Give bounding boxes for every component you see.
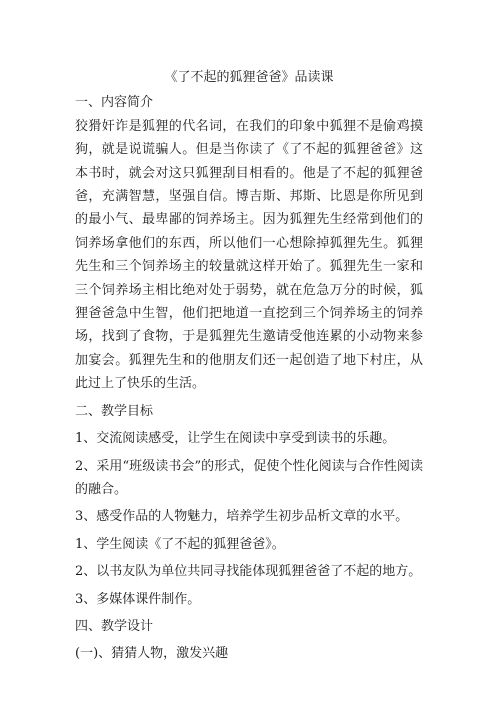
prep-item-2: 2、以书友队为单位共同寻找能体现狐狸爸爸了不起的地方。 bbox=[75, 564, 422, 580]
goal-item-3: 3、感受作品的人物魅力，培养学生初步品析文章的水平。 bbox=[75, 509, 409, 525]
section-heading-design: 四、教学设计 bbox=[75, 618, 154, 634]
section-heading-goals: 二、教学目标 bbox=[75, 403, 154, 419]
design-item-1: (一)、猜猜人物，激发兴趣 bbox=[75, 646, 229, 662]
document-title: 《了不起的狐狸爸爸》品读课 bbox=[164, 70, 334, 85]
goal-item-2: 2、采用“班级读书会”的形式，促使个性化阅读与合作性阅读的融合。 bbox=[75, 458, 423, 497]
prep-item-3: 3、多媒体课件制作。 bbox=[75, 591, 201, 607]
document-content bbox=[75, 66, 423, 666]
prep-item-1: 1、学生阅读《了不起的狐狸爸爸》。 bbox=[75, 536, 285, 552]
section-heading-intro: 一、内容简介 bbox=[75, 95, 154, 111]
intro-paragraph: 狡猾奸诈是狐狸的代名词，在我们的印象中狐狸不是偷鸡摸狗，就是说谎骗人。但是当你读了《了不起的狐狸爸爸》这本书时，就会对这只狐狸刮目相看的。他是了不起的狐狸爸爸，充满智慧，坚强自信。博吉斯、邦斯、比恩是你所见到的最小气、最卑鄙的饲养场主。因为狐狸先生经常到他们的饲养场拿他们的东西，所以他们一心想除掉狐狸先生。狐狸先生和三个饲养场主的较量就这样开始了。狐狸先生一家和三个饲养场主相比绝对处于弱势，就在危急万分的时候，狐狸爸爸急中生智，他们把地道一直挖到三个饲养场主的饲养场，找到了食物，于是狐狸先生邀请受他连累的小动物来参加宴会。狐狸先生和的他朋友们还一起创造了地下村庄，从此过上了快乐的生活。 bbox=[75, 118, 423, 392]
goal-item-1: 1、交流阅读感受，让学生在阅读中享受到读书的乐趣。 bbox=[75, 431, 396, 447]
